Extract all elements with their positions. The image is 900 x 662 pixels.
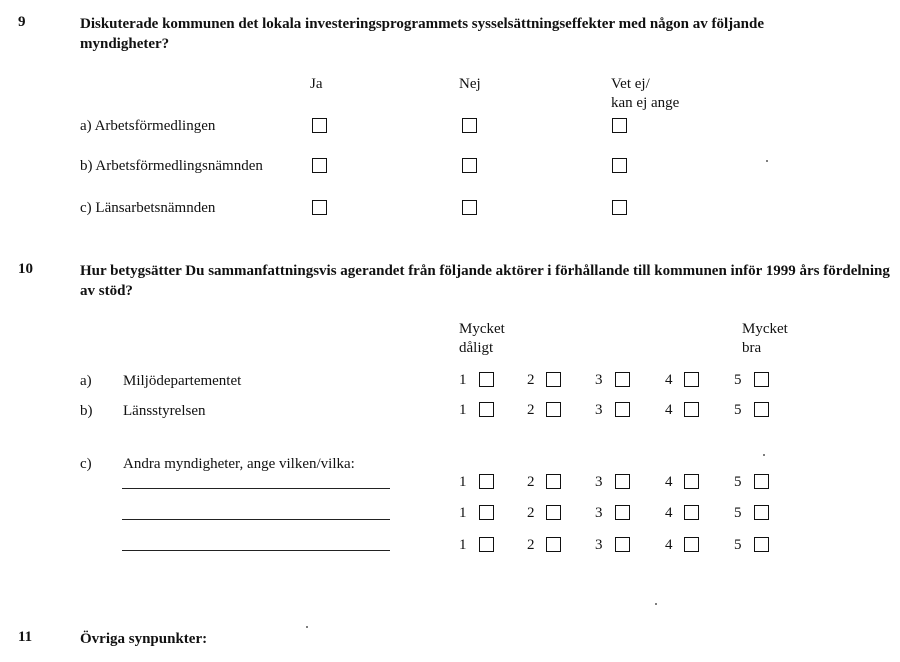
q10-c3-scale-1-label: 1 — [459, 537, 467, 553]
q10-a-scale-5-label: 5 — [734, 372, 742, 388]
scan-speck — [763, 454, 765, 456]
q10-b-scale-2-label: 2 — [527, 402, 535, 418]
scan-speck — [306, 626, 308, 628]
q9-number: 9 — [18, 14, 26, 30]
q10-row-b-label: Länsstyrelsen — [123, 403, 206, 419]
q9-row-b-label: b) Arbetsförmedlingsnämnden — [80, 158, 263, 174]
q10-c1-rating-2-checkbox[interactable] — [546, 474, 561, 489]
scan-speck — [766, 160, 768, 162]
q10-c2-scale-1-label: 1 — [459, 505, 467, 521]
q10-c2-rating-4-checkbox[interactable] — [684, 505, 699, 520]
q10-row-b-letter: b) — [80, 403, 93, 419]
q10-b-rating-4-checkbox[interactable] — [684, 402, 699, 417]
q10-a-rating-2-checkbox[interactable] — [546, 372, 561, 387]
q9-c-ja-checkbox[interactable] — [312, 200, 327, 215]
q10-c3-scale-2-label: 2 — [527, 537, 535, 553]
q10-other-authority-line-3[interactable] — [122, 550, 390, 551]
q10-c1-scale-3-label: 3 — [595, 474, 603, 490]
q10-row-c-letter: c) — [80, 456, 92, 472]
q10-b-scale-4-label: 4 — [665, 402, 673, 418]
q9-b-nej-checkbox[interactable] — [462, 158, 477, 173]
q10-low-label-1: Mycket — [459, 321, 505, 337]
q10-c1-scale-4-label: 4 — [665, 474, 673, 490]
q10-c3-rating-1-checkbox[interactable] — [479, 537, 494, 552]
scan-speck — [655, 603, 657, 605]
q10-high-label-1: Mycket — [742, 321, 788, 337]
q10-c2-rating-3-checkbox[interactable] — [615, 505, 630, 520]
q10-row-a-label: Miljödepartementet — [123, 373, 242, 389]
q9-a-nej-checkbox[interactable] — [462, 118, 477, 133]
q10-c2-rating-5-checkbox[interactable] — [754, 505, 769, 520]
q10-b-scale-1-label: 1 — [459, 402, 467, 418]
q10-c3-rating-2-checkbox[interactable] — [546, 537, 561, 552]
q9-col-vet-ej: Vet ej/ — [611, 76, 650, 92]
q10-row-a-letter: a) — [80, 373, 92, 389]
q10-c1-rating-4-checkbox[interactable] — [684, 474, 699, 489]
q10-b-rating-2-checkbox[interactable] — [546, 402, 561, 417]
q10-number: 10 — [18, 261, 33, 277]
q9-col-ja: Ja — [310, 76, 323, 92]
q10-a-rating-1-checkbox[interactable] — [479, 372, 494, 387]
q10-c2-rating-1-checkbox[interactable] — [479, 505, 494, 520]
q10-c3-scale-4-label: 4 — [665, 537, 673, 553]
q10-a-scale-4-label: 4 — [665, 372, 673, 388]
q10-c1-rating-3-checkbox[interactable] — [615, 474, 630, 489]
q10-c3-rating-4-checkbox[interactable] — [684, 537, 699, 552]
q9-row-c-label: c) Länsarbetsnämnden — [80, 200, 216, 216]
q9-a-vet-ej-checkbox[interactable] — [612, 118, 627, 133]
q10-other-authority-line-2[interactable] — [122, 519, 390, 520]
q9-col-nej: Nej — [459, 76, 481, 92]
q10-c3-scale-3-label: 3 — [595, 537, 603, 553]
q9-c-nej-checkbox[interactable] — [462, 200, 477, 215]
q10-a-rating-4-checkbox[interactable] — [684, 372, 699, 387]
q10-c2-rating-2-checkbox[interactable] — [546, 505, 561, 520]
q9-question-text: Diskuterade kommunen det lokala investeringsprogrammets sysselsättningseffekter med någon av följande myndigheter? — [80, 16, 765, 52]
q10-c2-scale-5-label: 5 — [734, 505, 742, 521]
q10-a-scale-2-label: 2 — [527, 372, 535, 388]
q10-c2-scale-2-label: 2 — [527, 505, 535, 521]
q10-c1-scale-2-label: 2 — [527, 474, 535, 490]
q10-b-rating-5-checkbox[interactable] — [754, 402, 769, 417]
q10-c2-scale-4-label: 4 — [665, 505, 673, 521]
q9-b-ja-checkbox[interactable] — [312, 158, 327, 173]
q10-a-rating-5-checkbox[interactable] — [754, 372, 769, 387]
q10-row-c-label: Andra myndigheter, ange vilken/vilka: — [123, 456, 355, 472]
q9-col-kan-ej-ange: kan ej ange — [611, 95, 680, 111]
q11-number: 11 — [18, 629, 33, 645]
q9-a-ja-checkbox[interactable] — [312, 118, 327, 133]
q10-c1-rating-5-checkbox[interactable] — [754, 474, 769, 489]
q10-high-label-2: bra — [742, 340, 762, 356]
q10-b-scale-3-label: 3 — [595, 402, 603, 418]
q10-low-label-2: dåligt — [459, 340, 494, 356]
q10-c3-scale-5-label: 5 — [734, 537, 742, 553]
q10-c3-rating-3-checkbox[interactable] — [615, 537, 630, 552]
q10-a-scale-1-label: 1 — [459, 372, 467, 388]
q11-question-text: Övriga synpunkter: — [80, 631, 208, 647]
q10-c1-scale-5-label: 5 — [734, 474, 742, 490]
q10-b-scale-5-label: 5 — [734, 402, 742, 418]
q10-c3-rating-5-checkbox[interactable] — [754, 537, 769, 552]
q10-c2-scale-3-label: 3 — [595, 505, 603, 521]
q9-b-vet-ej-checkbox[interactable] — [612, 158, 627, 173]
q10-b-rating-1-checkbox[interactable] — [479, 402, 494, 417]
q10-a-rating-3-checkbox[interactable] — [615, 372, 630, 387]
q10-a-scale-3-label: 3 — [595, 372, 603, 388]
q10-question-text: Hur betygsätter Du sammanfattningsvis agerandet från följande aktörer i förhållande till kommunen inför 1999 års fördelning av stöd? — [80, 263, 890, 299]
q10-other-authority-line-1[interactable] — [122, 488, 390, 489]
q10-c1-scale-1-label: 1 — [459, 474, 467, 490]
q9-c-vet-ej-checkbox[interactable] — [612, 200, 627, 215]
q9-row-a-label: a) Arbetsförmedlingen — [80, 118, 216, 134]
q10-c1-rating-1-checkbox[interactable] — [479, 474, 494, 489]
q10-b-rating-3-checkbox[interactable] — [615, 402, 630, 417]
